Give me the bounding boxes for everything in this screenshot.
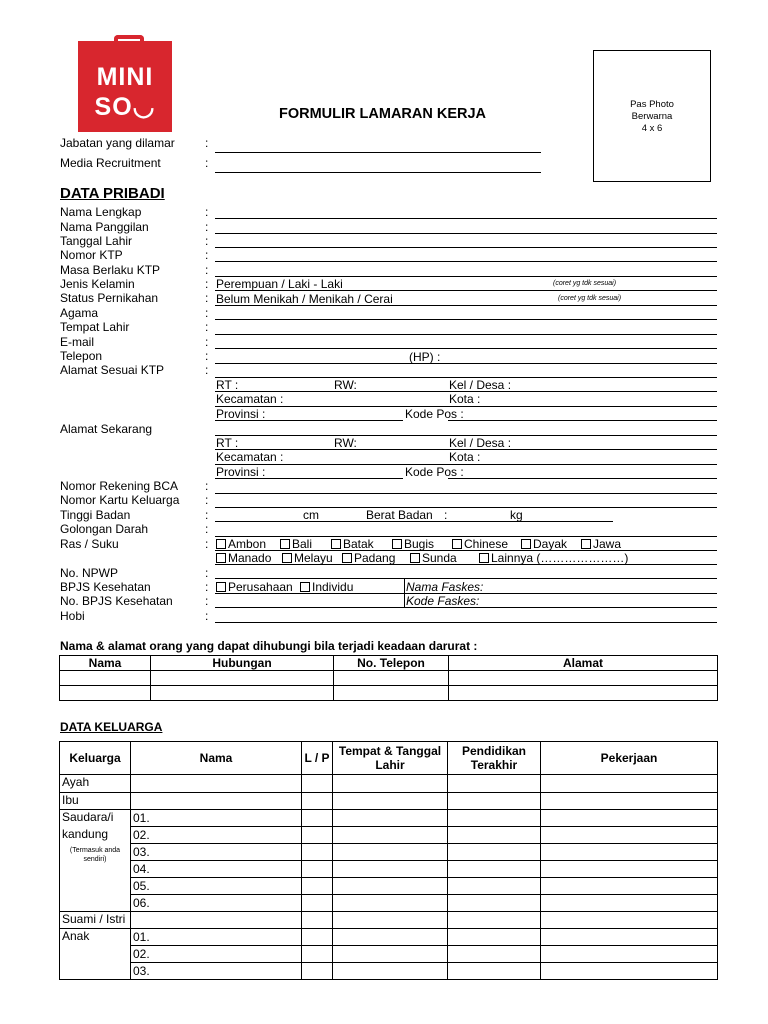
colon: : — [205, 277, 209, 291]
cell[interactable] — [448, 827, 541, 844]
current-address-line2[interactable] — [215, 464, 717, 465]
gender-value: Perempuan / Laki - Laki — [216, 277, 343, 291]
ras-option[interactable] — [280, 537, 312, 551]
field-bpjs-no[interactable] — [215, 607, 717, 608]
checkbox[interactable] — [479, 553, 489, 563]
ras-option[interactable] — [410, 551, 457, 565]
label2-4: Ras / Suku — [60, 537, 119, 551]
ras-option[interactable] — [581, 537, 621, 551]
label-9: E-mail — [60, 335, 95, 349]
checkbox[interactable] — [216, 539, 226, 549]
field-line-0[interactable] — [215, 218, 717, 219]
current-address-kota: Kota : — [449, 450, 481, 464]
label3-3: Hobi — [60, 609, 85, 623]
name-cell[interactable] — [131, 793, 302, 810]
colon: : — [205, 609, 209, 623]
family-relation: Ibu — [60, 793, 131, 810]
cell[interactable] — [60, 686, 151, 701]
family-table — [59, 741, 718, 980]
col-telepon: No. Telepon — [334, 656, 449, 671]
col-ttl: Tempat & Tanggal Lahir — [333, 742, 448, 775]
berat-colon: : — [444, 508, 448, 522]
colon: : — [205, 479, 209, 493]
cell[interactable] — [541, 810, 718, 827]
cell[interactable] — [541, 963, 718, 980]
colon: : — [205, 205, 209, 219]
bpjs-label: Individu — [312, 580, 354, 594]
ktp-address-rt: RT : — [216, 378, 239, 392]
emergency-table — [59, 655, 718, 701]
cell[interactable] — [541, 912, 718, 929]
form-title: FORMULIR LAMARAN KERJA — [279, 106, 487, 122]
heading-data-pribadi: DATA PRIBADI — [60, 185, 165, 202]
col-lp: L / P — [302, 742, 333, 775]
cell[interactable] — [302, 895, 333, 912]
colon: : — [205, 580, 209, 594]
colon: : — [205, 234, 209, 248]
ktp-address-rw: RW: — [334, 378, 357, 392]
cell[interactable] — [333, 878, 448, 895]
heading-emergency: Nama & alamat orang yang dapat dihubungi bila terjadi keadaan darurat : — [60, 639, 478, 653]
gender-note: (coret yg tdk sesuai) — [553, 280, 617, 287]
label-7: Agama — [60, 306, 99, 320]
cell[interactable] — [333, 844, 448, 861]
checkbox[interactable] — [280, 539, 290, 549]
cell[interactable] — [541, 878, 718, 895]
ras-label: Dayak — [533, 537, 568, 551]
cell[interactable] — [333, 895, 448, 912]
cell[interactable] — [302, 775, 333, 793]
cell[interactable] — [302, 810, 333, 827]
ras-label: Bali — [292, 537, 313, 551]
cell[interactable] — [302, 844, 333, 861]
field-line-7[interactable] — [215, 319, 717, 320]
cell[interactable] — [333, 775, 448, 793]
label-3: Nomor KTP — [60, 248, 123, 262]
table-row — [60, 895, 718, 912]
table-row — [60, 810, 718, 827]
ktp-address-line3b[interactable] — [448, 420, 717, 421]
cell[interactable] — [448, 878, 541, 895]
family-relation: Anak — [60, 929, 131, 980]
cell[interactable] — [541, 793, 718, 810]
table-row — [60, 861, 718, 878]
cell[interactable] — [448, 775, 541, 793]
label-jabatan: Jabatan yang dilamar — [60, 136, 175, 150]
name-cell[interactable]: 02. — [131, 827, 302, 844]
cell[interactable] — [541, 844, 718, 861]
cell[interactable] — [333, 810, 448, 827]
label2-3: Golongan Darah — [60, 522, 149, 536]
cell[interactable] — [333, 861, 448, 878]
table-row — [60, 929, 718, 946]
ktp-address-kota: Kota : — [449, 392, 481, 406]
cell[interactable] — [541, 929, 718, 946]
name-cell[interactable]: 01. — [131, 810, 302, 827]
ras-option[interactable] — [216, 551, 271, 565]
faskes-divider — [404, 578, 405, 608]
checkbox[interactable] — [216, 582, 226, 592]
checkbox[interactable] — [521, 539, 531, 549]
family-relation: Suami / Istri — [60, 912, 131, 929]
bpjs-option[interactable] — [216, 580, 293, 594]
cell[interactable] — [334, 671, 449, 686]
checkbox[interactable] — [216, 553, 226, 563]
cell[interactable] — [333, 929, 448, 946]
cell[interactable] — [302, 929, 333, 946]
col-pendidikan: Pendidikan Terakhir — [448, 742, 541, 775]
ras-label: Ambon — [228, 537, 267, 551]
ras-option[interactable] — [342, 551, 395, 565]
colon: : — [205, 220, 209, 234]
cell[interactable] — [448, 895, 541, 912]
ras-option[interactable] — [282, 551, 333, 565]
label2-0: Nomor Rekening BCA — [60, 479, 179, 493]
table-row — [60, 827, 718, 844]
cell[interactable] — [151, 671, 334, 686]
checkbox[interactable] — [331, 539, 341, 549]
colon: : — [205, 537, 209, 551]
family-relation: Ayah — [60, 775, 131, 793]
cell[interactable] — [448, 946, 541, 963]
ktp-address-kel: Kel / Desa : — [449, 378, 512, 392]
family-relation — [60, 810, 131, 912]
cell[interactable] — [302, 878, 333, 895]
cell[interactable] — [449, 671, 718, 686]
label-5: Jenis Kelamin — [60, 277, 135, 291]
colon: : — [205, 306, 209, 320]
hp-label: (HP) : — [409, 350, 441, 364]
cell[interactable] — [448, 929, 541, 946]
berat-label: Berat Badan — [366, 508, 433, 522]
field-line-3[interactable] — [215, 261, 717, 262]
label-6: Status Pernikahan — [60, 291, 159, 305]
ras-label: Chinese — [464, 537, 509, 551]
cell[interactable] — [448, 844, 541, 861]
ras-label: Jawa — [593, 537, 622, 551]
ktp-address-line3a[interactable] — [215, 420, 403, 421]
bag-handle — [114, 35, 144, 51]
cell[interactable] — [541, 861, 718, 878]
ras-label: Bugis — [404, 537, 435, 551]
cell[interactable] — [449, 686, 718, 701]
current-address-rw: RW: — [334, 436, 357, 450]
col-alamat: Alamat — [449, 656, 718, 671]
cell[interactable] — [541, 895, 718, 912]
logo-text-top: MINI — [96, 63, 154, 91]
kg-label: kg — [510, 508, 523, 522]
label-10: Telepon — [60, 349, 103, 363]
name-cell[interactable]: 05. — [131, 878, 302, 895]
ras-option[interactable] — [452, 537, 508, 551]
label-8: Tempat Lahir — [60, 320, 130, 334]
photo-line2: Berwarna — [631, 111, 673, 122]
marital-value: Belum Menikah / Menikah / Cerai — [216, 292, 393, 306]
ktp-address-line2[interactable] — [215, 406, 717, 407]
marital-note: (coret yg tdk sesuai) — [558, 295, 622, 302]
colon: : — [205, 263, 209, 277]
field-line-8[interactable] — [215, 334, 717, 335]
ras-option[interactable] — [479, 551, 628, 565]
current-address-kel: Kel / Desa : — [449, 436, 512, 450]
name-cell[interactable]: 03. — [131, 963, 302, 980]
checkbox[interactable] — [581, 539, 591, 549]
field-line-9[interactable] — [215, 348, 717, 349]
colon: : — [205, 493, 209, 507]
label-2: Tanggal Lahir — [60, 234, 133, 248]
kode-faskes: Kode Faskes: — [406, 594, 480, 608]
table-row — [60, 793, 718, 810]
cell[interactable] — [333, 963, 448, 980]
ras-option[interactable] — [216, 537, 266, 551]
photo-line1: Pas Photo — [630, 99, 674, 110]
cell[interactable] — [334, 686, 449, 701]
table-row — [60, 775, 718, 793]
cm-label: cm — [303, 508, 319, 522]
cell[interactable] — [333, 793, 448, 810]
colon: : — [205, 349, 209, 363]
cell[interactable] — [302, 963, 333, 980]
table-row — [60, 963, 718, 980]
cell[interactable] — [448, 861, 541, 878]
cell[interactable] — [302, 793, 333, 810]
saudara-line2: kandung — [62, 827, 109, 841]
col-pekerjaan: Pekerjaan — [541, 742, 718, 775]
field-line-1[interactable] — [215, 233, 717, 234]
ras-label: Batak — [343, 537, 374, 551]
name-cell[interactable]: 02. — [131, 946, 302, 963]
colon: : — [205, 335, 209, 349]
ras-label: Melayu — [294, 551, 333, 565]
ras-option[interactable] — [392, 537, 434, 551]
name-cell[interactable] — [131, 912, 302, 929]
table-row — [60, 912, 718, 929]
label-1: Nama Panggilan — [60, 220, 149, 234]
cell[interactable] — [302, 946, 333, 963]
checkbox[interactable] — [452, 539, 462, 549]
cell[interactable] — [448, 963, 541, 980]
name-cell[interactable]: 04. — [131, 861, 302, 878]
saudara-note: (Termasuk anda sendiri) — [69, 847, 121, 863]
cell[interactable] — [541, 827, 718, 844]
current-address-prov: Provinsi : — [216, 465, 266, 479]
bpjs-option[interactable] — [300, 580, 353, 594]
ras-option[interactable] — [331, 537, 374, 551]
colon: : — [205, 248, 209, 262]
field-npwp[interactable] — [215, 578, 717, 579]
colon: : — [205, 566, 209, 580]
nama-faskes: Nama Faskes: — [406, 580, 484, 594]
label3-1: BPJS Kesehatan — [60, 580, 151, 594]
cell[interactable] — [541, 946, 718, 963]
cell[interactable] — [302, 861, 333, 878]
label-media: Media Recruitment — [60, 156, 161, 170]
table-row — [60, 878, 718, 895]
col-keluarga: Keluarga — [60, 742, 131, 775]
label-4: Masa Berlaku KTP — [60, 263, 161, 277]
checkbox[interactable] — [342, 553, 352, 563]
cell[interactable] — [302, 827, 333, 844]
colon: : — [205, 291, 209, 305]
ras-line2[interactable] — [215, 564, 717, 565]
heading-data-keluarga: DATA KELUARGA — [60, 720, 163, 734]
cell[interactable] — [448, 810, 541, 827]
field-kk[interactable] — [215, 507, 717, 508]
colon: : — [205, 320, 209, 334]
cell[interactable] — [333, 912, 448, 929]
ras-label: Lainnya (…………………) — [491, 551, 629, 565]
field-media[interactable] — [215, 172, 541, 173]
checkbox[interactable] — [410, 553, 420, 563]
colon: : — [205, 508, 209, 522]
field-line-2[interactable] — [215, 247, 717, 248]
label2-1: Nomor Kartu Keluarga — [60, 493, 180, 507]
cell[interactable] — [541, 775, 718, 793]
colon: : — [205, 136, 209, 150]
current-address-line3a[interactable] — [215, 478, 403, 479]
current-address-rt: RT : — [216, 436, 239, 450]
current-address-kec: Kecamatan : — [216, 450, 284, 464]
label2-2: Tinggi Badan — [60, 508, 131, 522]
field-hobi[interactable] — [215, 622, 717, 623]
col-hubungan: Hubungan — [151, 656, 334, 671]
colon: : — [205, 363, 209, 377]
label3-0: No. NPWP — [60, 566, 119, 580]
col-nama: Nama — [131, 742, 302, 775]
photo-box-text — [594, 99, 710, 135]
current-address-line3b[interactable] — [448, 478, 717, 479]
name-cell[interactable]: 06. — [131, 895, 302, 912]
cell[interactable] — [333, 827, 448, 844]
label-11: Alamat Sesuai KTP — [60, 363, 165, 377]
label-alamat-sekarang: Alamat Sekarang — [60, 422, 153, 436]
ktp-address-kec: Kecamatan : — [216, 392, 284, 406]
checkbox[interactable] — [282, 553, 292, 563]
checkbox[interactable] — [300, 582, 310, 592]
ktp-address-kodepos: Kode Pos : — [405, 407, 464, 421]
label3-2: No. BPJS Kesehatan — [60, 594, 173, 608]
ras-option[interactable] — [521, 537, 567, 551]
name-cell[interactable] — [131, 775, 302, 793]
colon: : — [205, 594, 209, 608]
table-row — [60, 844, 718, 861]
miniso-logo — [78, 41, 172, 132]
ktp-address-prov: Provinsi : — [216, 407, 266, 421]
current-address-kodepos: Kode Pos : — [405, 465, 464, 479]
name-cell[interactable]: 03. — [131, 844, 302, 861]
ras-label: Padang — [354, 551, 396, 565]
checkbox[interactable] — [392, 539, 402, 549]
ras-label: Sunda — [422, 551, 457, 565]
col-nama: Nama — [60, 656, 151, 671]
bpjs-label: Perusahaan — [228, 580, 293, 594]
photo-line3: 4 x 6 — [641, 123, 663, 134]
label-0: Nama Lengkap — [60, 205, 142, 219]
cell[interactable] — [60, 671, 151, 686]
name-cell[interactable]: 01. — [131, 929, 302, 946]
cell[interactable] — [448, 793, 541, 810]
saudara-line1: Saudara/i — [62, 810, 114, 824]
colon: : — [205, 522, 209, 536]
cell[interactable] — [302, 912, 333, 929]
ras-label: Manado — [228, 551, 272, 565]
cell[interactable] — [448, 912, 541, 929]
field-line-10[interactable] — [215, 363, 717, 364]
cell[interactable] — [151, 686, 334, 701]
cell[interactable] — [333, 946, 448, 963]
logo-text-bottom: SO◡ — [94, 93, 156, 121]
photo-box — [593, 50, 711, 182]
colon: : — [205, 156, 209, 170]
field-jabatan[interactable] — [215, 152, 541, 153]
field-rekening[interactable] — [215, 493, 717, 494]
table-row — [60, 946, 718, 963]
